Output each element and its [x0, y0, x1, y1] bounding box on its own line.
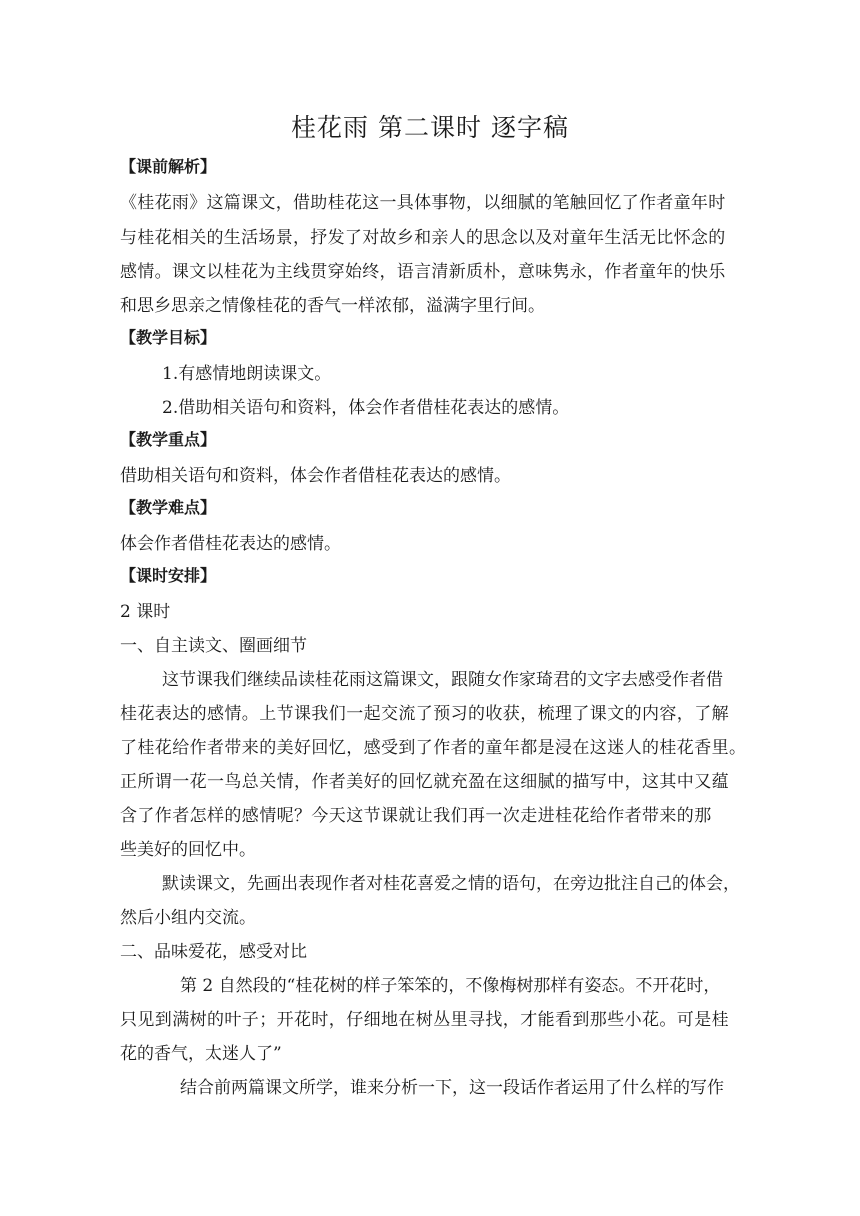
section-heading-difficulties: 【教学难点】	[120, 498, 217, 517]
paragraph-line: 与桂花相关的生活场景，抒发了对故乡和亲人的思念以及对童年生活无比怀念的	[120, 228, 726, 248]
paragraph-line: 结合前两篇课文所学，谁来分析一下，这一段话作者运用了什么样的写作	[180, 1078, 724, 1098]
paragraph-line: 这节课我们继续品读桂花雨这篇课文，跟随女作家琦君的文字去感受作者借	[162, 670, 723, 690]
paragraph-line: 和思乡思亲之情像桂花的香气一样浓郁，溢满字里行间。	[120, 296, 545, 316]
schedule-text: 2 课时	[120, 602, 171, 622]
paragraph-line: 正所谓一花一鸟总关情，作者美好的回忆就充盈在这细腻的描写中，这其中又蕴	[120, 772, 729, 792]
quote-line: 第 2 自然段的“桂花树的样子笨笨的，不像梅树那样有姿态。不开花时，	[180, 976, 721, 996]
paragraph-line: 了桂花给作者带来的美好回忆，感受到了作者的童年都是浸在这迷人的桂花香里。	[120, 738, 747, 758]
paragraph-line: 些美好的回忆中。	[120, 840, 256, 860]
paragraph-line: 感情。课文以桂花为主线贯穿始终，语言清新质朴，意味隽永，作者童年的快乐	[120, 262, 726, 282]
difficulties-text: 体会作者借桂花表达的感情。	[120, 534, 341, 554]
paragraph-line: 《桂花雨》这篇课文，借助桂花这一具体事物，以细腻的笔触回忆了作者童年时	[120, 193, 726, 213]
section-heading-pre-analysis: 【课前解析】	[120, 157, 217, 176]
objective-item: 2.借助相关语句和资料，体会作者借桂花表达的感情。	[162, 398, 570, 418]
part2-heading: 二、品味爱花，感受对比	[120, 942, 307, 962]
section-heading-objectives: 【教学目标】	[120, 328, 217, 347]
document-title: 桂花雨 第二课时 逐字稿	[291, 113, 569, 142]
quote-line: 只见到满树的叶子；开花时，仔细地在树丛里寻找，才能看到那些小花。可是桂	[120, 1010, 729, 1030]
paragraph-line: 默读课文，先画出表现作者对桂花喜爱之情的语句，在旁边批注自己的体会，	[162, 874, 740, 894]
section-heading-schedule: 【课时安排】	[120, 566, 217, 585]
section-heading-key-points: 【教学重点】	[120, 430, 217, 449]
key-points-text: 借助相关语句和资料，体会作者借桂花表达的感情。	[120, 466, 511, 486]
part1-heading: 一、自主读文、圈画细节	[120, 636, 307, 656]
objective-item: 1.有感情地朗读课文。	[162, 364, 332, 384]
paragraph-line: 桂花表达的感情。上节课我们一起交流了预习的收获，梳理了课文的内容，了解	[120, 704, 729, 724]
paragraph-line: 含了作者怎样的感情呢？今天这节课就让我们再一次走进桂花给作者带来的那	[120, 806, 712, 826]
quote-line: 花的香气，太迷人了”	[120, 1044, 282, 1064]
paragraph-line: 然后小组内交流。	[120, 908, 256, 928]
